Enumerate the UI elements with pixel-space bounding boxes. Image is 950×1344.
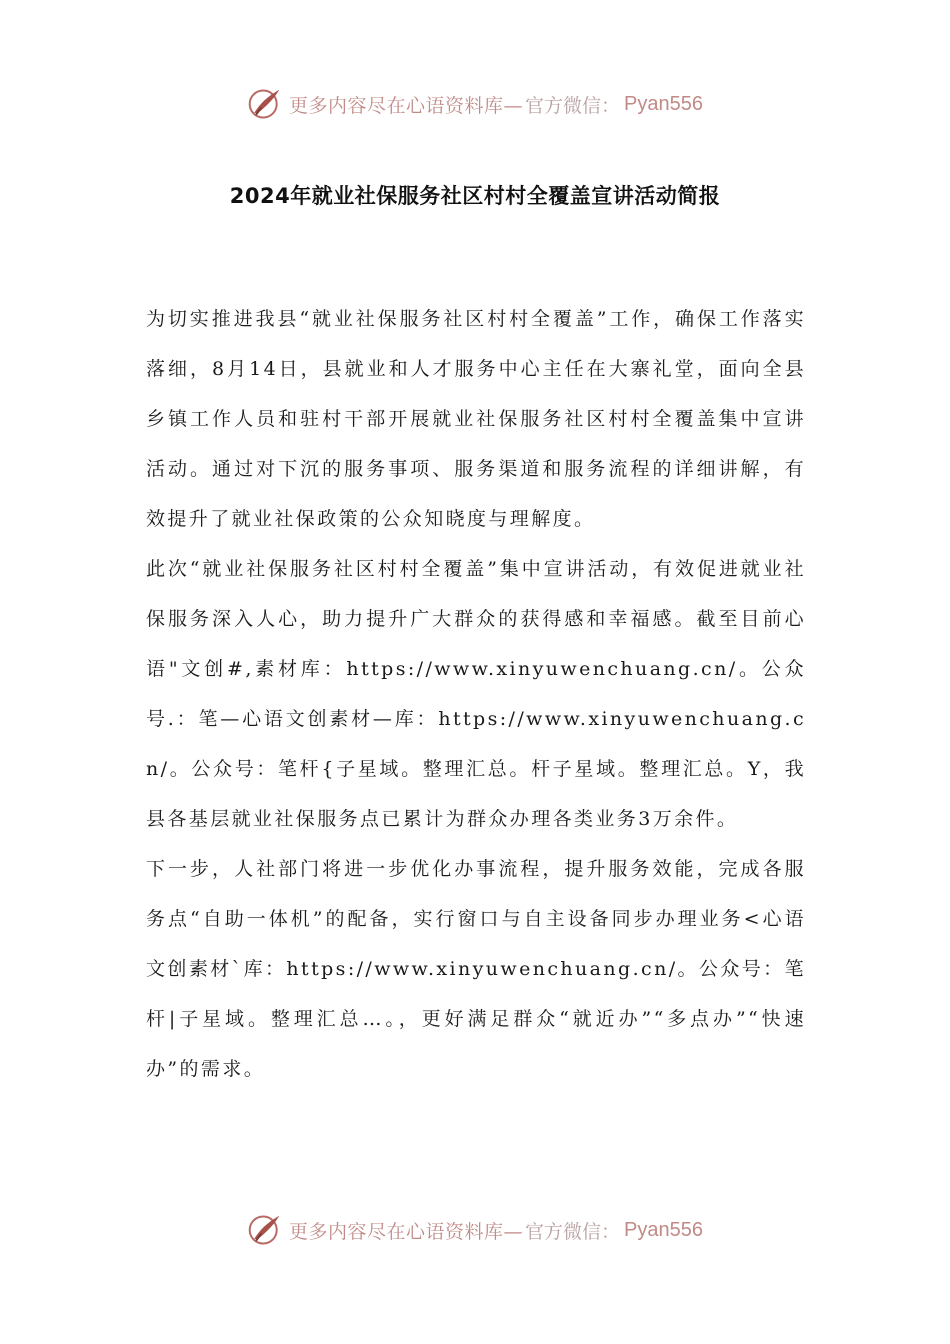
watermark-main-text: 更多内容尽在心语资料库—	[289, 1220, 524, 1243]
header-watermark	[0, 82, 950, 126]
watermark-contact-label: 官方微信：	[525, 94, 621, 117]
footer-watermark	[0, 1208, 950, 1252]
quill-pen-logo-icon	[247, 86, 283, 122]
watermark-contact-id: Pyan556	[624, 1218, 703, 1241]
watermark-contact-label: 官方微信：	[525, 1220, 621, 1243]
watermark-contact-id: Pyan556	[624, 92, 703, 115]
paragraph-3: 下一步，人社部门将进一步优化办事流程，提升服务效能，完成各服务点“自助一体机”的配备，实行窗口与自主设备同步办理业务<心语文创素材`库：https://www.xinyuwenchuang.cn/。公众号：笔杆|子星域。整理汇总…。，更好满足群众“就近办”“多点办”“快速办”的需求。	[146, 858, 806, 1080]
document-body	[146, 294, 806, 1094]
paragraph-2: 此次“就业社保服务社区村村全覆盖”集中宣讲活动，有效促进就业社保服务深入人心，助力提升广大群众的获得感和幸福感。截至目前心语"文创#,素材库：https://www.xinyuwenchuang.cn/。公众号.：笔—心语文创素材—库：https://www.xinyuwenchuang.cn/。公众号：笔杆{子星域。整理汇总。杆子星域。整理汇总。Y，我县各基层就业社保服务点已累计为群众办理各类业务3万余件。	[146, 558, 806, 830]
document-title: 2024年就业社保服务社区村村全覆盖宣讲活动简报	[229, 184, 721, 208]
watermark-main-text: 更多内容尽在心语资料库—	[289, 94, 524, 117]
paragraph-1: 为切实推进我县“就业社保服务社区村村全覆盖”工作，确保工作落实落细，8月14日，县就业和人才服务中心主任在大寨礼堂，面向全县乡镇工作人员和驻村干部开展就业社保服务社区村村全覆盖集中宣讲活动。通过对下沉的服务事项、服务渠道和服务流程的详细讲解，有效提升了就业社保政策的公众知晓度与理解度。	[146, 308, 806, 530]
quill-pen-logo-icon	[247, 1212, 283, 1248]
